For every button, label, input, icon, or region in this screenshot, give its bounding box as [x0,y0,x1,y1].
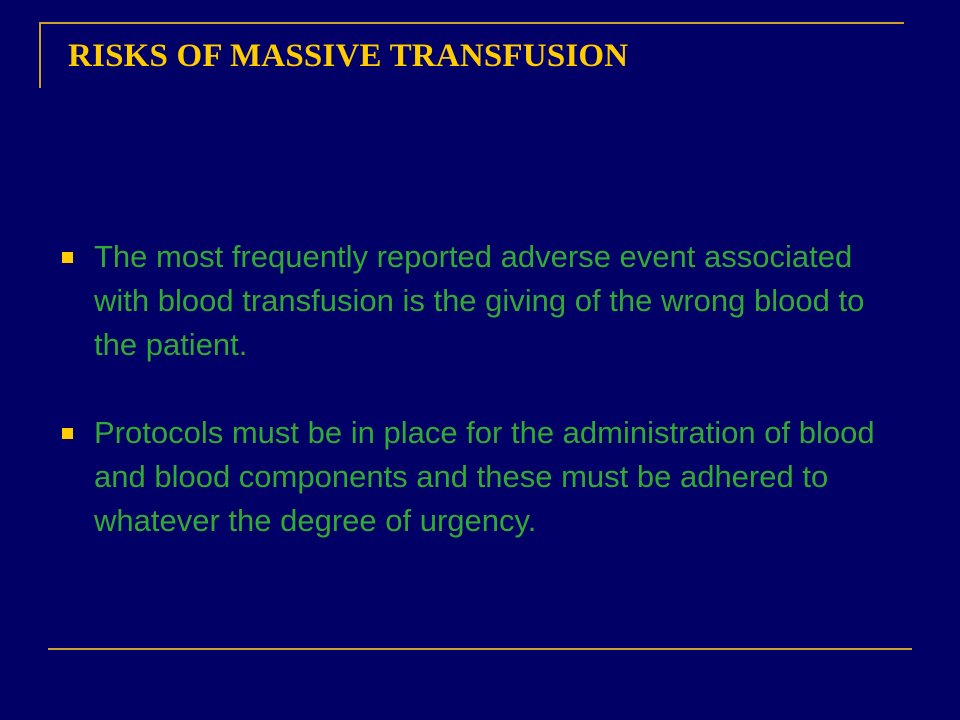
title-top-rule [40,22,904,24]
slide-title: RISKS OF MASSIVE TRANSFUSION [68,38,629,74]
bullet-item [60,411,910,543]
bullet-item [60,235,910,367]
bullet-list [60,235,910,587]
bullet-text: Protocols must be in place for the administration of blood and blood components and these must be adhered to whatever the degree of urgency. [94,415,875,538]
square-bullet-icon [62,428,73,439]
title-side-rule [39,22,41,88]
square-bullet-icon [62,252,73,263]
footer-rule [48,648,912,650]
bullet-text: The most frequently reported adverse event associated with blood transfusion is the giving of the wrong blood to the patient. [94,239,865,362]
